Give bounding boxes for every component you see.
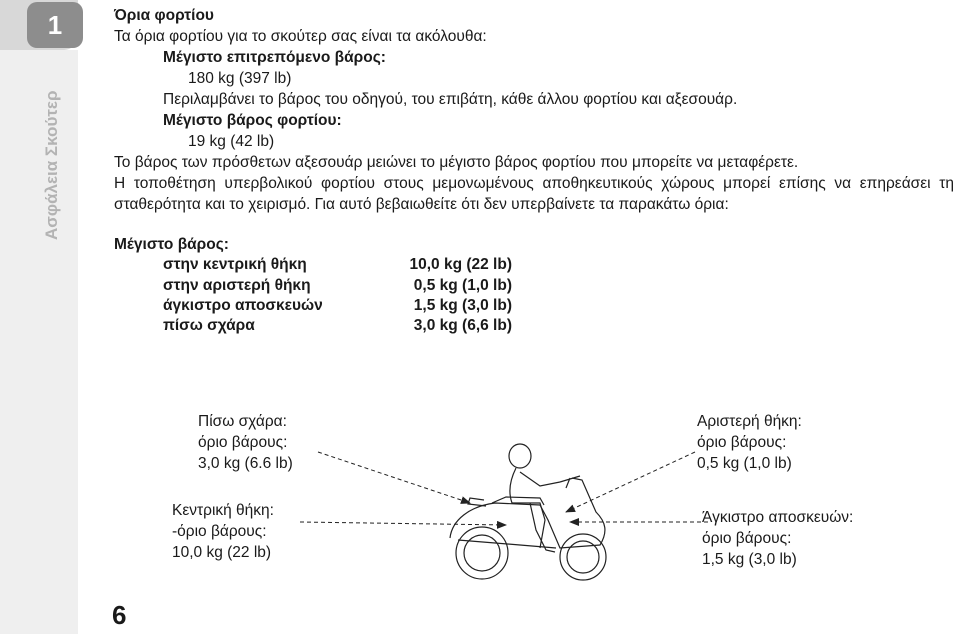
leader-left-pocket [566, 452, 695, 512]
page-number: 6 [112, 600, 127, 630]
limit-location: άγκιστρο αποσκευών [163, 297, 323, 314]
intro-text: Τα όρια φορτίου για το σκούτερ σας είναι τα ακόλουθα: [114, 28, 487, 45]
max-cargo-value: 19 kg (42 lb) [188, 133, 275, 150]
limit-value: 10,0 kg (22 lb) [409, 256, 512, 273]
leader-rear-rack [318, 452, 470, 503]
max-weight-value: 180 kg (397 lb) [188, 70, 292, 87]
limit-value: 3,0 kg (6,6 lb) [413, 317, 512, 334]
max-weight-label: Μέγιστο επιτρεπόμενο βάρος: [163, 49, 386, 66]
callout-hook: Άγκιστρο αποσκευών: όριο βάρους: 1,5 kg (3,0 lb) [702, 509, 854, 568]
accessories-note: Το βάρος των πρόσθετων αξεσουάρ μειώνει το μέγιστο βάρος φορτίου που μπορείτε να μεταφέρετε. [114, 154, 799, 171]
callout-center-box: Κεντρική θήκη: -όριο βάρους: 10,0 kg (22 lb) [172, 502, 274, 561]
warning-paragraph: Η τοποθέτηση υπερβολικού φορτίου στους μεμονωμένους αποθηκευτικούς χώρους μπορεί επίσης να επηρεάσει τη σταθερότητα και το χειρισμό. Για αυτό βεβαιωθείτε ότι δεν υπερβαίνετε τα παρακάτω όρια: [114, 175, 954, 213]
limit-value: 1,5 kg (3,0 lb) [413, 297, 512, 314]
max-weight-note: Περιλαμβάνει το βάρος του οδηγού, του επιβάτη, κάθε άλλου φορτίου και αξεσουάρ. [163, 91, 738, 108]
max-cargo-label: Μέγιστο βάρος φορτίου: [163, 112, 342, 129]
section-heading: Όρια φορτίου [114, 7, 214, 24]
limit-location: πίσω σχάρα [163, 317, 255, 334]
limits-title: Μέγιστο βάρος: [114, 236, 229, 253]
callout-rear-rack: Πίσω σχάρα: όριο βάρους: 3,0 kg (6.6 lb) [198, 413, 293, 472]
leader-center-box [300, 522, 506, 525]
chapter-number: 1 [27, 2, 83, 48]
rider-helmet-icon [509, 444, 531, 468]
limit-value: 0,5 kg (1,0 lb) [413, 277, 512, 294]
limit-location: στην κεντρική θήκη [163, 256, 307, 273]
callout-left-pocket: Αριστερή θήκη: όριο βάρους: 0,5 kg (1,0 lb) [697, 413, 802, 472]
limit-location: στην αριστερή θήκη [163, 277, 311, 294]
rider-body [510, 468, 545, 548]
side-title-text: Ασφάλεια Σκούτερ [42, 90, 61, 240]
